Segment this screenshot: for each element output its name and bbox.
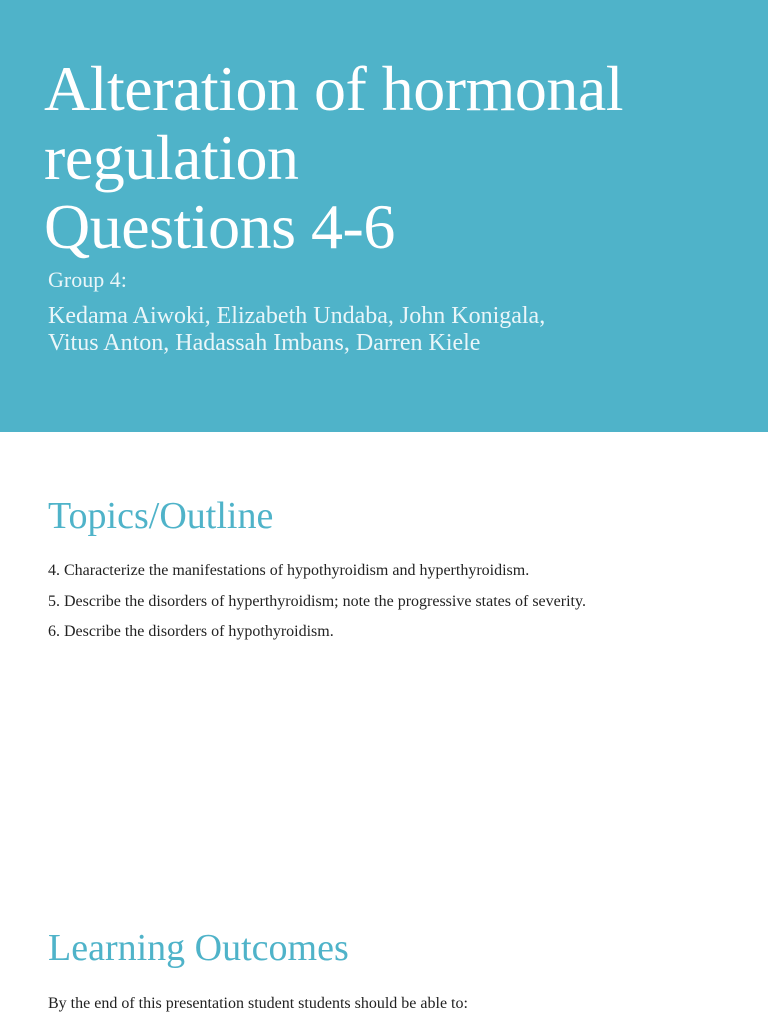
group-members	[48, 303, 748, 357]
topics-heading: Topics/Outline	[48, 495, 274, 537]
members-line: Vitus Anton, Hadassah Imbans, Darren Kiele	[48, 330, 481, 356]
learning-outcomes-intro: By the end of this presentation student students should be able to:	[48, 995, 468, 1012]
topic-item: 4. Characterize the manifestations of hypothyroidism and hyperthyroidism.	[48, 562, 530, 579]
title-line: Alteration of hormonal	[44, 53, 624, 124]
topics-list	[48, 560, 586, 652]
title-line: regulation	[44, 122, 299, 193]
group-label: Group 4:	[48, 267, 127, 292]
topic-item: 5. Describe the disorders of hyperthyroidism; note the progressive states of severity.	[48, 592, 586, 610]
title-line: Questions 4-6	[44, 191, 395, 262]
learning-outcomes-heading: Learning Outcomes	[48, 927, 349, 969]
topics-slide	[0, 432, 768, 1024]
topic-item: 6. Describe the disorders of hypothyroidism.	[48, 623, 334, 640]
members-line: Kedama Aiwoki, Elizabeth Undaba, John Konigala,	[48, 303, 546, 329]
title-slide	[0, 0, 768, 432]
presentation-title	[44, 54, 744, 261]
